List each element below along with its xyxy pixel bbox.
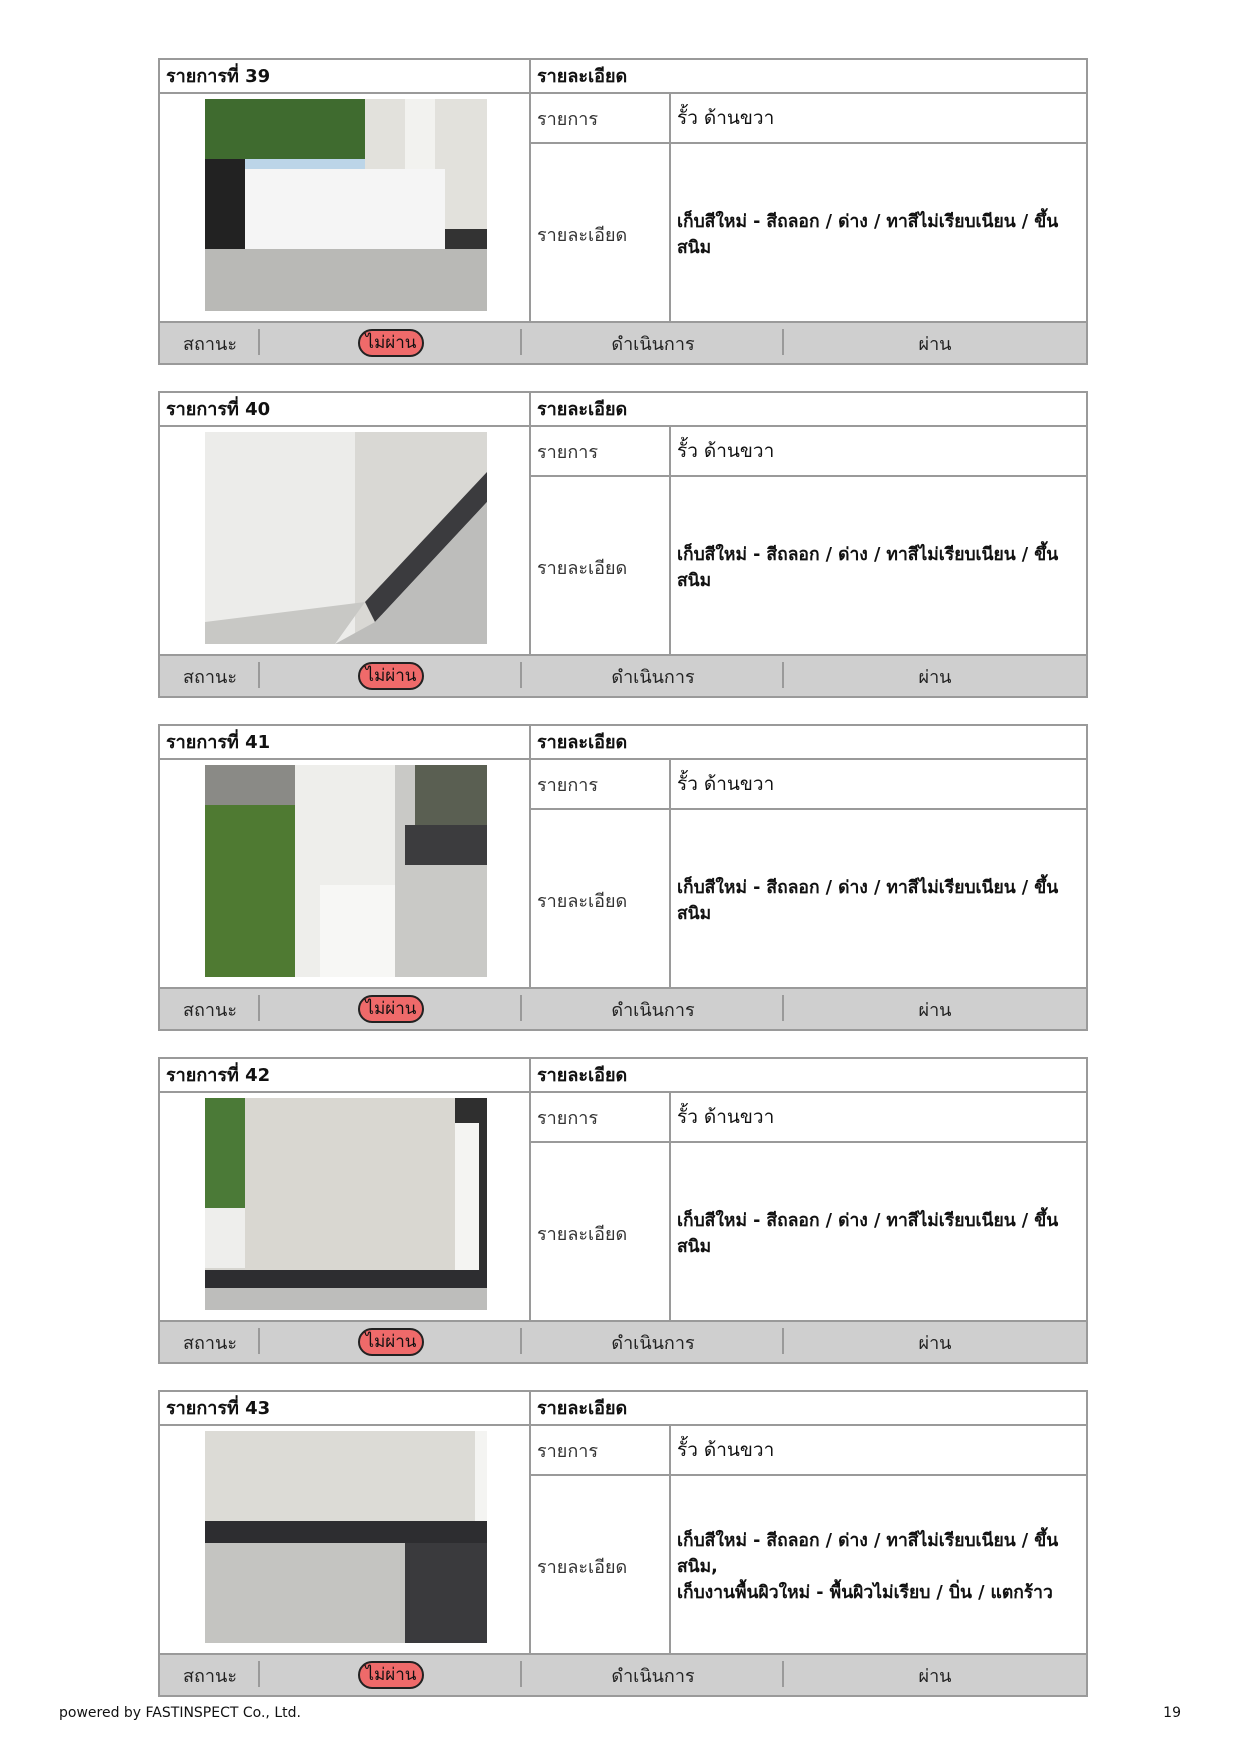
item-row xyxy=(531,760,1086,810)
item-label: รายการ xyxy=(531,94,671,142)
detail-label: รายละเอียด xyxy=(531,810,671,991)
detail-label: รายละเอียด xyxy=(531,144,671,325)
status-fail-badge[interactable]: ไม่ผ่าน xyxy=(358,1328,425,1356)
detail-header: รายละเอียด xyxy=(531,393,1086,427)
status-pass[interactable]: ผ่าน xyxy=(918,1332,952,1354)
photo-cell xyxy=(160,760,531,991)
status-fail-badge[interactable]: ไม่ผ่าน xyxy=(358,329,425,357)
item-value: รั้ว ด้านขวา xyxy=(677,107,775,129)
status-label: สถานะ xyxy=(183,999,237,1021)
status-bar xyxy=(160,987,1086,1029)
status-progress[interactable]: ดำเนินการ xyxy=(611,333,695,355)
detail-label: รายละเอียด xyxy=(531,1476,671,1657)
detail-label: รายละเอียด xyxy=(531,1143,671,1324)
status-fail-badge[interactable]: ไม่ผ่าน xyxy=(358,1661,425,1689)
detail-row xyxy=(531,477,1086,658)
item-row xyxy=(531,1426,1086,1476)
detail-value: เก็บสีใหม่ - สีถลอก / ด่าง / ทาสีไม่เรียบเนียน / ขึ้นสนิม xyxy=(677,211,1059,258)
status-label: สถานะ xyxy=(183,1665,237,1687)
item-row xyxy=(531,427,1086,477)
status-pass[interactable]: ผ่าน xyxy=(918,1665,952,1687)
item-label: รายการ xyxy=(531,427,671,475)
status-progress[interactable]: ดำเนินการ xyxy=(611,1332,695,1354)
detail-value: เก็บสีใหม่ - สีถลอก / ด่าง / ทาสีไม่เรียบเนียน / ขึ้นสนิม, xyxy=(677,1530,1059,1577)
status-progress[interactable]: ดำเนินการ xyxy=(611,1665,695,1687)
status-label: สถานะ xyxy=(183,666,237,688)
status-progress[interactable]: ดำเนินการ xyxy=(611,666,695,688)
status-fail-badge[interactable]: ไม่ผ่าน xyxy=(358,995,425,1023)
item-title: รายการที่ 43 xyxy=(160,1392,531,1426)
footer-credit: powered by FASTINSPECT Co., Ltd. xyxy=(59,1705,301,1721)
detail-header: รายละเอียด xyxy=(531,726,1086,760)
detail-header: รายละเอียด xyxy=(531,1059,1086,1093)
detail-row xyxy=(531,810,1086,991)
inspection-photo[interactable] xyxy=(205,1098,487,1310)
status-bar xyxy=(160,1320,1086,1362)
detail-value: เก็บสีใหม่ - สีถลอก / ด่าง / ทาสีไม่เรียบเนียน / ขึ้นสนิม xyxy=(677,544,1059,591)
inspection-card xyxy=(158,391,1088,698)
item-row xyxy=(531,94,1086,144)
status-fail-badge[interactable]: ไม่ผ่าน xyxy=(358,662,425,690)
page-number: 19 xyxy=(1163,1705,1181,1721)
status-progress[interactable]: ดำเนินการ xyxy=(611,999,695,1021)
item-value: รั้ว ด้านขวา xyxy=(677,773,775,795)
detail-header: รายละเอียด xyxy=(531,60,1086,94)
status-pass[interactable]: ผ่าน xyxy=(918,333,952,355)
detail-row xyxy=(531,1476,1086,1657)
status-label: สถานะ xyxy=(183,1332,237,1354)
item-title: รายการที่ 39 xyxy=(160,60,531,94)
photo-cell xyxy=(160,427,531,658)
inspection-photo[interactable] xyxy=(205,765,487,977)
status-label: สถานะ xyxy=(183,333,237,355)
photo-cell xyxy=(160,1093,531,1324)
item-row xyxy=(531,1093,1086,1143)
detail-value: เก็บสีใหม่ - สีถลอก / ด่าง / ทาสีไม่เรียบเนียน / ขึ้นสนิม xyxy=(677,877,1059,924)
inspection-photo[interactable] xyxy=(205,99,487,311)
detail-row xyxy=(531,144,1086,325)
detail-value-2: เก็บงานพื้นผิวใหม่ - พื้นผิวไม่เรียบ / บิ่น / แตกร้าว xyxy=(677,1582,1053,1603)
photo-cell xyxy=(160,1426,531,1657)
inspection-photo[interactable] xyxy=(205,1431,487,1643)
detail-row xyxy=(531,1143,1086,1324)
inspection-card xyxy=(158,58,1088,365)
inspection-card xyxy=(158,1390,1088,1697)
detail-header: รายละเอียด xyxy=(531,1392,1086,1426)
detail-label: รายละเอียด xyxy=(531,477,671,658)
inspection-card xyxy=(158,724,1088,1031)
item-value: รั้ว ด้านขวา xyxy=(677,1439,775,1461)
status-pass[interactable]: ผ่าน xyxy=(918,666,952,688)
status-bar xyxy=(160,321,1086,363)
detail-value: เก็บสีใหม่ - สีถลอก / ด่าง / ทาสีไม่เรียบเนียน / ขึ้นสนิม xyxy=(677,1210,1059,1257)
status-bar xyxy=(160,654,1086,696)
item-label: รายการ xyxy=(531,760,671,808)
item-label: รายการ xyxy=(531,1093,671,1141)
status-pass[interactable]: ผ่าน xyxy=(918,999,952,1021)
photo-cell xyxy=(160,94,531,325)
item-title: รายการที่ 40 xyxy=(160,393,531,427)
item-title: รายการที่ 42 xyxy=(160,1059,531,1093)
item-label: รายการ xyxy=(531,1426,671,1474)
inspection-card xyxy=(158,1057,1088,1364)
item-value: รั้ว ด้านขวา xyxy=(677,1106,775,1128)
status-bar xyxy=(160,1653,1086,1695)
item-title: รายการที่ 41 xyxy=(160,726,531,760)
inspection-photo[interactable] xyxy=(205,432,487,644)
item-value: รั้ว ด้านขวา xyxy=(677,440,775,462)
